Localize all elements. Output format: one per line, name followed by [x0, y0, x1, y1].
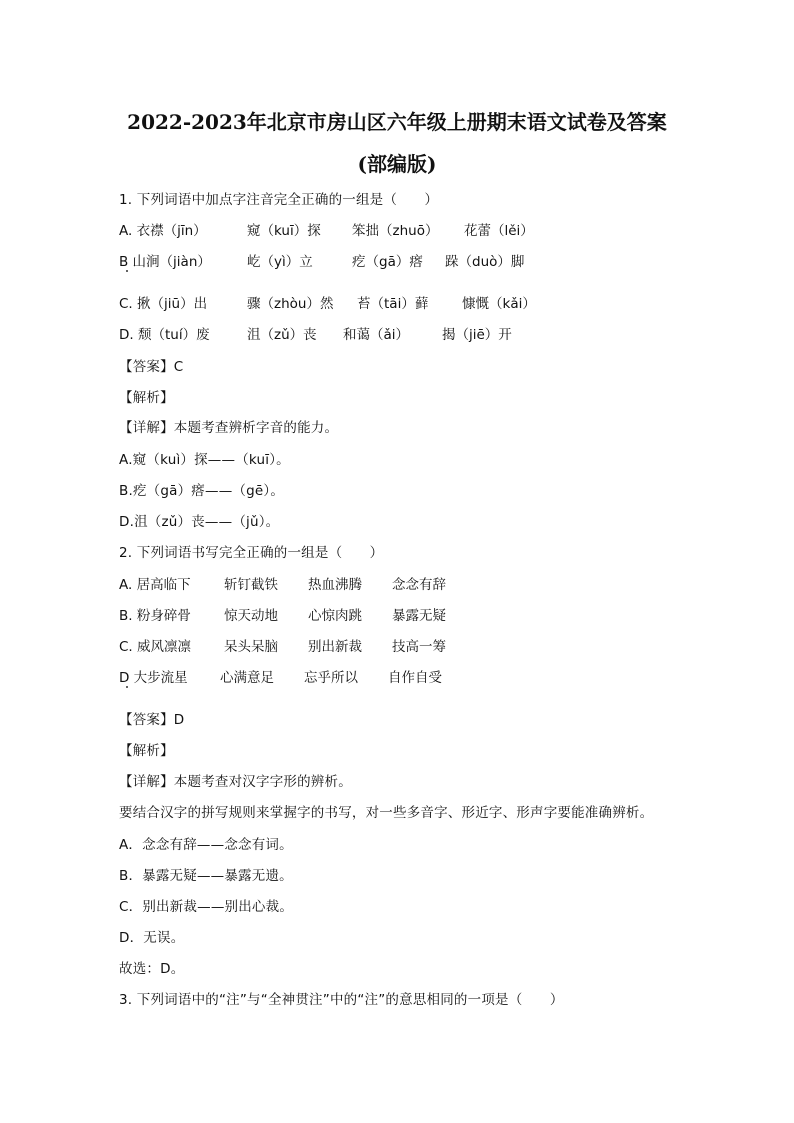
option-a-item-4: 念念有辞: [392, 577, 446, 593]
option-b-item-3: 疙（gā）瘩: [352, 254, 423, 270]
question-2-conclusion: 故选：D。: [119, 961, 185, 977]
option-c-item-4: 慷慨（kǎi）: [462, 296, 536, 312]
question-1-note-d: D.沮（zǔ）丧——（jǔ）。: [119, 514, 280, 530]
option-b-item-2: 屹（yì）立: [247, 254, 313, 270]
question-1-answer: 【答案】C: [119, 359, 184, 375]
option-d-item-3: 忘乎所以: [304, 670, 358, 686]
document-subtitle: (部编版): [357, 152, 437, 176]
option-d-item-4: 自作自受: [388, 670, 442, 686]
option-b-item-1: B. 粉身碎骨: [119, 608, 191, 624]
option-b-item-1: B 山涧（jiàn）: [119, 254, 211, 270]
option-c-item-1: C. 威风凛凛: [119, 639, 192, 655]
option-b-item-2: 惊天动地: [224, 608, 278, 624]
question-2-analysis-heading: 【解析】: [119, 743, 174, 759]
question-1-note-a: A.窥（kuì）探——（kuī）。: [119, 452, 290, 468]
option-d-item-2: 沮（zǔ）丧: [247, 327, 317, 343]
option-c-item-2: 骤（zhòu）然: [247, 296, 334, 312]
option-c-item-3: 别出新裁: [308, 639, 362, 655]
option-a-item-1: A. 居高临下: [119, 577, 191, 593]
option-a-item-3: 热血沸腾: [308, 577, 362, 593]
option-d-dot-mark: [126, 686, 128, 688]
question-1-analysis-heading: 【解析】: [119, 390, 174, 406]
option-a-item-4: 花蕾（lěi）: [464, 223, 534, 239]
option-c-item-4: 技高一筹: [392, 639, 446, 655]
option-b-item-3: 心惊肉跳: [308, 608, 362, 624]
option-c-item-2: 呆头呆脑: [224, 639, 278, 655]
question-2-stem: 2. 下列词语书写完全正确的一组是（ ）: [119, 545, 384, 561]
option-a-item-1: A. 衣襟（jīn）: [119, 223, 207, 239]
option-a-item-2: 斩钉截铁: [224, 577, 278, 593]
question-2-note-b: B．暴露无疑——暴露无遗。: [119, 868, 293, 884]
question-1-detail: 【详解】本题考查辨析字音的能力。: [119, 420, 339, 436]
question-2-note-c: C．别出新裁——别出心裁。: [119, 899, 294, 915]
option-d-item-1: D 大步流星: [119, 670, 188, 686]
question-1-stem: 1. 下列词语中加点字注音完全正确的一组是（ ）: [119, 192, 439, 208]
option-b-item-4: 跺（duò）脚: [445, 254, 525, 270]
question-2-note-a: A．念念有辞——念念有词。: [119, 837, 293, 853]
document-title: 2022-2023年北京市房山区六年级上册期末语文试卷及答案: [127, 110, 667, 134]
option-a-item-2: 窥（kuī）探: [247, 223, 321, 239]
option-d-item-1: D. 颓（tuí）废: [119, 327, 210, 343]
question-2-note-d: D．无误。: [119, 930, 185, 946]
question-2-detail: 【详解】本题考查对汉字字形的辨析。: [119, 774, 352, 790]
option-b-item-4: 暴露无疑: [392, 608, 446, 624]
option-d-item-2: 心满意足: [220, 670, 274, 686]
question-2-explanation: 要结合汉字的拼写规则来掌握字的书写，对一些多音字、形近字、形声字要能准确辨析。: [119, 805, 654, 821]
option-b-dot-mark: [126, 270, 128, 272]
option-a-item-3: 笨拙（zhuō）: [352, 223, 439, 239]
option-c-item-3: 苔（tāi）藓: [357, 296, 429, 312]
option-c-item-1: C. 揪（jiū）出: [119, 296, 208, 312]
option-d-item-4: 揭（jiē）开: [442, 327, 512, 343]
question-1-note-b: B.疙（gā）瘩——（gē）。: [119, 483, 285, 499]
option-d-item-3: 和蔼（ǎi）: [343, 327, 410, 343]
question-3-stem: 3. 下列词语中的“注”与“全神贯注”中的“注”的意思相同的一项是（ ）: [119, 992, 564, 1008]
question-2-answer: 【答案】D: [119, 712, 185, 728]
